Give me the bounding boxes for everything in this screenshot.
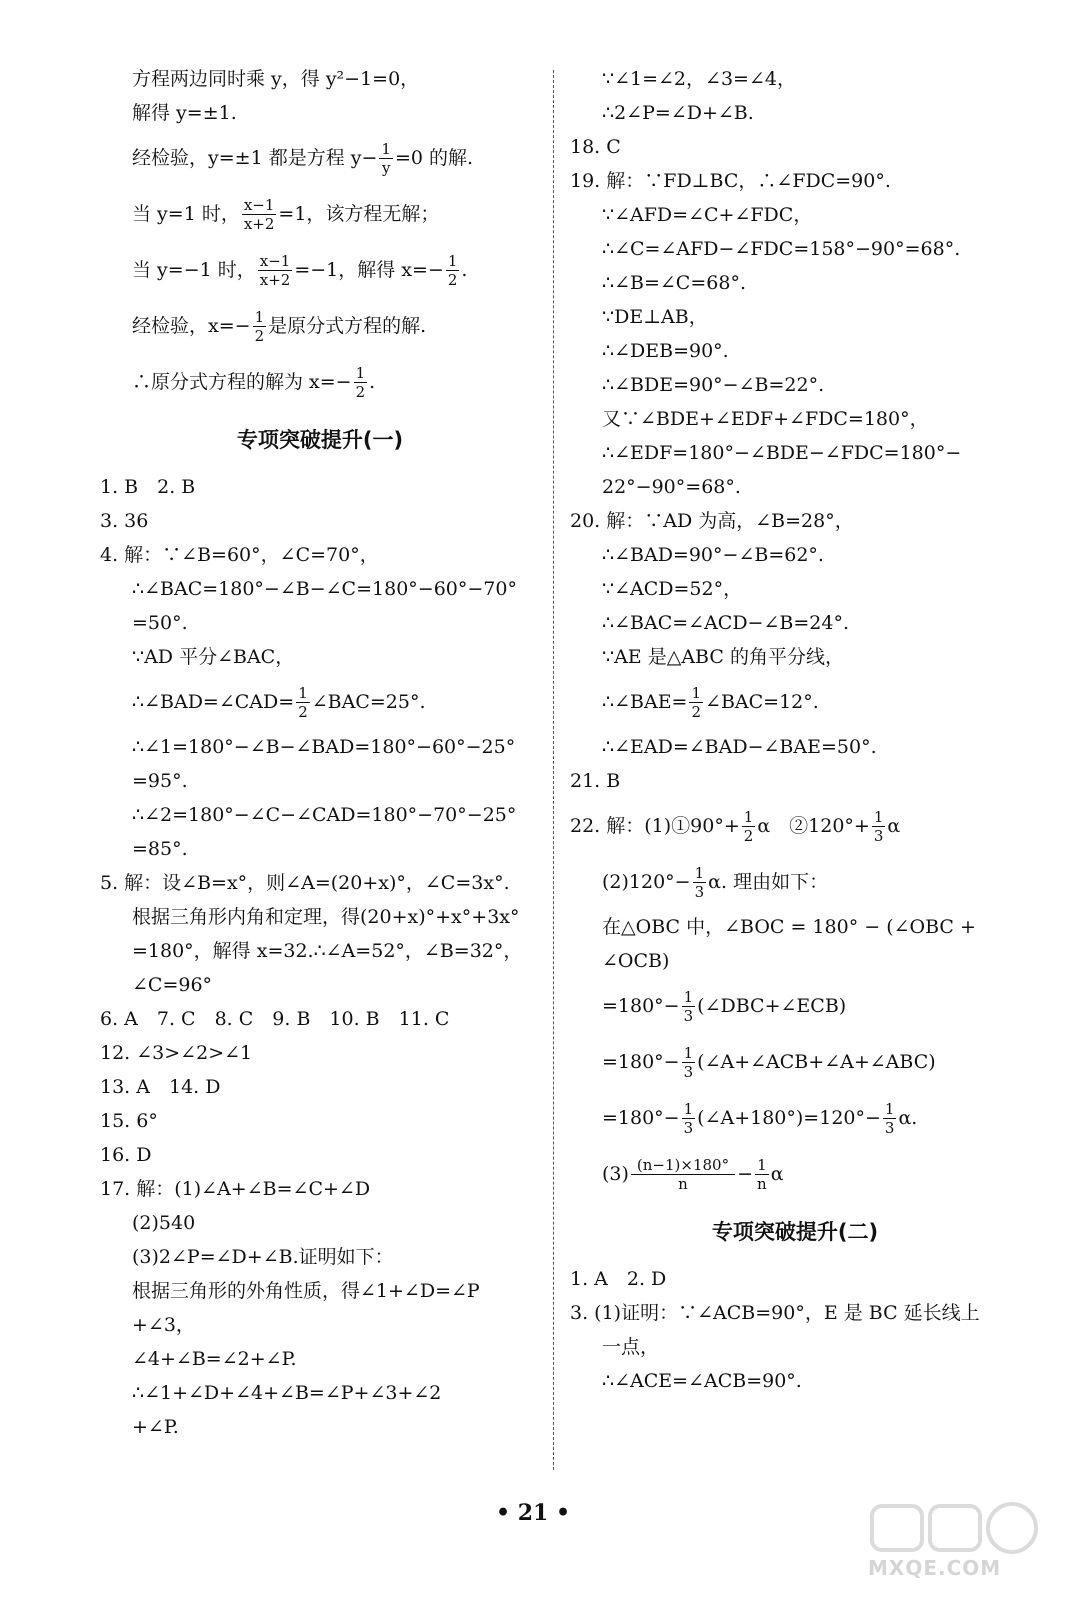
text-line: =85°. <box>132 838 188 860</box>
text-line: ∴∠BAC=180°−∠B−∠C=180°−60°−70° <box>132 578 517 600</box>
text-line: (3)2∠P=∠D+∠B.证明如下： <box>132 1246 394 1268</box>
text-line: ∴∠ACE=∠ACB=90°. <box>602 1370 802 1392</box>
fraction: $\frac{1}{n}$ <box>757 1155 767 1193</box>
text-line: 方程两边同时乘 y，得 y²−1=0， <box>132 68 420 90</box>
fraction: $\frac{x-1}{x+2}$ <box>259 251 291 289</box>
text-line: ∵∠1=∠2，∠3=∠4， <box>602 68 796 90</box>
text-line: 解得 y=±1. <box>132 102 237 124</box>
fraction: $\frac{1}{3}$ <box>873 807 884 845</box>
column-divider <box>553 70 554 1470</box>
fraction: $\frac{1}{2}$ <box>355 363 366 401</box>
text-line: ∴2∠P=∠D+∠B. <box>602 102 754 124</box>
answer-line: 13. A 14. D <box>100 1076 221 1098</box>
answer-line: 4. 解：∵∠B=60°，∠C=70°， <box>100 544 379 566</box>
text-line: (2)120°− $\frac{1}{3}$ α. 理由如下： <box>602 863 829 901</box>
text-line: ∵∠ACD=52°， <box>602 578 743 600</box>
text-line: 当 y=1 时， $\frac{x-1}{x+2}$ =1，该方程无解； <box>132 195 440 233</box>
answer-line: 16. D <box>100 1144 152 1166</box>
text-line: ∠4+∠B=∠2+∠P. <box>132 1348 297 1370</box>
answer-line: 22. 解：(1)①90°+ $\frac{1}{2}$ α ②120°+ $\frac{1}{3}$ α <box>570 807 901 845</box>
text-line: 经检验，y=±1 都是方程 y− $\frac{1}{y}$ =0 的解. <box>132 139 474 177</box>
text-line: 根据三角形的外角性质，得∠1+∠D=∠P <box>132 1280 480 1302</box>
text-line: ∴∠BAE= $\frac{1}{2}$ ∠BAC=12°. <box>602 683 819 721</box>
answer-line: 17. 解：(1)∠A+∠B=∠C+∠D <box>100 1178 371 1200</box>
text-line: =180°− $\frac{1}{3}$ (∠A+∠ACB+∠A+∠ABC) <box>602 1043 936 1081</box>
text-line: ∴∠BAC=∠ACD−∠B=24°. <box>602 612 849 634</box>
page-number: • 21 • <box>495 1500 571 1526</box>
text-line: ∴∠1=180°−∠B−∠BAD=180°−60°−25° <box>132 736 516 758</box>
text-line: +∠P. <box>132 1416 179 1438</box>
fraction: $\frac{1}{2}$ <box>691 683 702 721</box>
text-line: ∴∠C=∠AFD−∠FDC=158°−90°=68°. <box>602 238 961 260</box>
text-line: ∵∠AFD=∠C+∠FDC， <box>602 204 813 226</box>
text-line: (3) $\frac{(n-1)\times 180^\circ}{n}$ − $\frac{1}{n}$ α <box>602 1155 784 1193</box>
text-line: 根据三角形内角和定理，得(20+x)°+x°+3x° <box>132 906 520 928</box>
section-title: 专项突破提升(二) <box>711 1220 879 1244</box>
fraction: $\frac{(n-1)\times 180^\circ}{n}$ <box>631 1156 735 1193</box>
answer-line: 12. ∠3>∠2>∠1 <box>100 1042 253 1064</box>
fraction: $\frac{1}{2}$ <box>254 307 265 345</box>
text-line: ∴∠DEB=90°. <box>602 340 729 362</box>
section-title: 专项突破提升(一) <box>236 428 404 452</box>
text-line: =50°. <box>132 612 188 634</box>
answer-line: 1. B 2. B <box>100 476 196 498</box>
text-line: 当 y=−1 时， $\frac{x-1}{x+2}$ =−1，解得 x=− $\frac{1}{2}$ . <box>132 251 468 289</box>
text-line: ∵AD 平分∠BAC， <box>132 646 295 668</box>
text-line: 一点， <box>602 1336 660 1358</box>
text-line: ∴∠EAD=∠BAD−∠BAE=50°. <box>602 736 877 758</box>
fraction: $\frac{1}{3}$ <box>683 1099 694 1137</box>
watermark-text: MXQE.COM <box>868 1556 1002 1580</box>
answer-line: 21. B <box>570 770 621 792</box>
text-line: ∴∠BAD=∠CAD= $\frac{1}{2}$ ∠BAC=25°. <box>132 683 426 721</box>
answer-line: 5. 解：设∠B=x°，则∠A=(20+x)°，∠C=3x°. <box>100 872 510 894</box>
text-line: +∠3， <box>132 1314 195 1336</box>
text-line: 又∵∠BDE+∠EDF+∠FDC=180°， <box>602 408 929 430</box>
text-line: 经检验，x=− $\frac{1}{2}$ 是原分式方程的解. <box>132 307 427 345</box>
text-line: 22°−90°=68°. <box>602 476 741 498</box>
text-line: ∠OCB) <box>602 950 670 972</box>
text-line: ∴∠B=∠C=68°. <box>602 272 746 294</box>
answer-line: 15. 6° <box>100 1110 158 1132</box>
fraction: $\frac{1}{2}$ <box>298 683 308 721</box>
watermark-icon <box>868 1500 1048 1556</box>
text-line: ∴∠2=180°−∠C−∠CAD=180°−70°−25° <box>132 804 517 826</box>
text-line: (2)540 <box>132 1212 196 1234</box>
fraction: $\frac{1}{3}$ <box>683 1043 694 1081</box>
answer-line: 20. 解：∵AD 为高，∠B=28°， <box>570 510 854 532</box>
text-line: ∴∠EDF=180°−∠BDE−∠FDC=180°− <box>602 442 962 464</box>
right-column <box>570 62 1020 1398</box>
watermark-logo <box>868 1500 1048 1590</box>
fraction: $\frac{1}{2}$ <box>743 807 754 845</box>
fraction: $\frac{1}{3}$ <box>683 987 694 1025</box>
answer-line: 19. 解：∵FD⊥BC，∴∠FDC=90°. <box>570 170 891 192</box>
text-line: ∵AE 是△ABC 的角平分线， <box>602 646 844 668</box>
text-line: =180°− $\frac{1}{3}$ (∠A+180°)=120°− $\frac{1}{3}$ α. <box>602 1099 918 1137</box>
fraction: $\frac{1}{y}$ <box>381 139 391 177</box>
answer-line: 6. A 7. C 8. C 9. B 10. B 11. C <box>100 1008 450 1030</box>
left-column <box>100 62 540 1444</box>
text-line: ∴∠BDE=90°−∠B=22°. <box>602 374 825 396</box>
fraction: $\frac{x-1}{x+2}$ <box>243 195 275 233</box>
text-line: =180°− $\frac{1}{3}$ (∠DBC+∠ECB) <box>602 987 847 1025</box>
answer-line: 3. 36 <box>100 510 149 532</box>
text-line: ∴∠1+∠D+∠4+∠B=∠P+∠3+∠2 <box>132 1382 442 1404</box>
text-line: ∴原分式方程的解为 x=− $\frac{1}{2}$ . <box>132 363 376 401</box>
text-line: 在△OBC 中，∠BOC = 180° − (∠OBC + <box>602 916 976 938</box>
text-line: =180°，解得 x=32.∴∠A=52°，∠B=32°， <box>132 940 523 962</box>
text-line: =95°. <box>132 770 188 792</box>
fraction: $\frac{1}{2}$ <box>447 251 458 289</box>
answer-line: 18. C <box>570 136 621 158</box>
text-line: ∵DE⊥AB， <box>602 306 708 328</box>
fraction: $\frac{1}{3}$ <box>884 1099 895 1137</box>
fraction: $\frac{1}{3}$ <box>694 863 705 901</box>
answer-line: 3. (1)证明：∵∠ACB=90°，E 是 BC 延长线上 <box>570 1302 980 1324</box>
answer-line: 1. A 2. D <box>570 1268 667 1290</box>
text-line: ∴∠BAD=90°−∠B=62°. <box>602 544 824 566</box>
text-line: ∠C=96° <box>132 974 213 996</box>
